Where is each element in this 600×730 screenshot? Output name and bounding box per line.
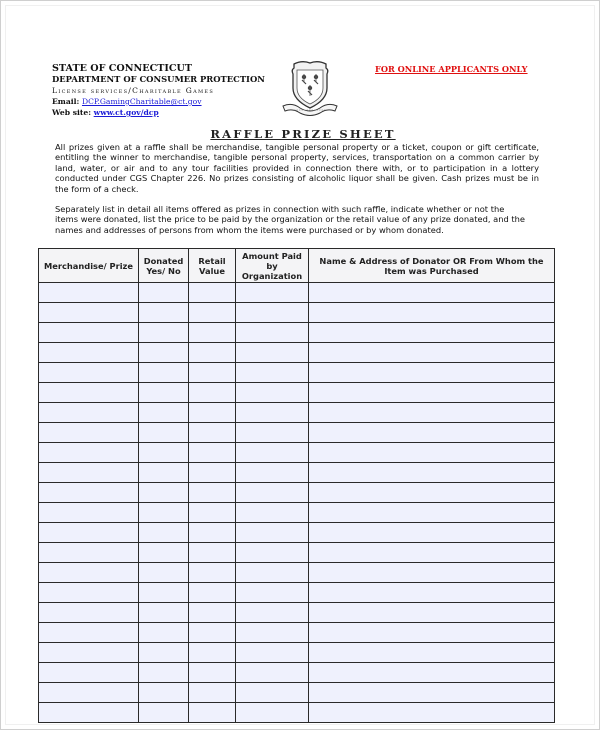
retail-value-cell <box>189 403 236 423</box>
donated-cell <box>139 583 189 603</box>
merchandise-cell <box>39 683 139 703</box>
donator-address-input[interactable] <box>309 685 554 704</box>
merchandise-input[interactable] <box>39 385 138 404</box>
donated-cell <box>139 403 189 423</box>
merchandise-input[interactable] <box>39 705 138 724</box>
donator-address-input[interactable] <box>309 365 554 384</box>
merchandise-input[interactable] <box>39 485 138 504</box>
donator-address-input[interactable] <box>309 565 554 584</box>
amount-paid-cell <box>236 323 309 343</box>
retail-value-input[interactable] <box>189 445 235 464</box>
retail-value-cell <box>189 463 236 483</box>
donator-address-cell <box>309 323 555 343</box>
merchandise-cell <box>39 543 139 563</box>
merchandise-cell <box>39 363 139 383</box>
amount-paid-input[interactable] <box>236 665 308 684</box>
donated-cell <box>139 323 189 343</box>
donator-address-input[interactable] <box>309 625 554 644</box>
amount-paid-input[interactable] <box>236 485 308 504</box>
retail-value-cell <box>189 363 236 383</box>
merchandise-input[interactable] <box>39 405 138 424</box>
donator-address-cell <box>309 703 555 723</box>
donated-input[interactable] <box>139 665 188 684</box>
column-header-merchandise: Merchandise/ Prize <box>39 249 139 283</box>
retail-value-input[interactable] <box>189 305 235 324</box>
retail-value-cell <box>189 603 236 623</box>
table-row <box>39 383 555 403</box>
donator-address-input[interactable] <box>309 645 554 664</box>
merchandise-cell <box>39 343 139 363</box>
merchandise-input[interactable] <box>39 505 138 524</box>
donator-address-input[interactable] <box>309 485 554 504</box>
amount-paid-cell <box>236 443 309 463</box>
donator-address-cell <box>309 683 555 703</box>
donator-address-input[interactable] <box>309 505 554 524</box>
table-row <box>39 283 555 303</box>
donated-input[interactable] <box>139 545 188 564</box>
merchandise-input[interactable] <box>39 625 138 644</box>
table-row <box>39 583 555 603</box>
donator-address-input[interactable] <box>309 585 554 604</box>
donated-cell <box>139 443 189 463</box>
donator-address-cell <box>309 483 555 503</box>
donated-cell <box>139 423 189 443</box>
table-row <box>39 683 555 703</box>
donated-cell <box>139 683 189 703</box>
merchandise-input[interactable] <box>39 605 138 624</box>
merchandise-input[interactable] <box>39 325 138 344</box>
table-row <box>39 343 555 363</box>
amount-paid-input[interactable] <box>236 605 308 624</box>
merchandise-input[interactable] <box>39 565 138 584</box>
donated-input[interactable] <box>139 285 188 304</box>
donator-address-cell <box>309 463 555 483</box>
amount-paid-input[interactable] <box>236 685 308 704</box>
retail-value-input[interactable] <box>189 325 235 344</box>
connecticut-seal-icon <box>280 58 340 118</box>
merchandise-cell <box>39 403 139 423</box>
donator-address-input[interactable] <box>309 665 554 684</box>
donator-address-input[interactable] <box>309 325 554 344</box>
table-row <box>39 463 555 483</box>
donated-input[interactable] <box>139 565 188 584</box>
retail-value-cell <box>189 683 236 703</box>
donator-address-cell <box>309 543 555 563</box>
donated-cell <box>139 563 189 583</box>
retail-value-cell <box>189 343 236 363</box>
donated-cell <box>139 303 189 323</box>
retail-value-input[interactable] <box>189 505 235 524</box>
table-row <box>39 443 555 463</box>
merchandise-cell <box>39 463 139 483</box>
table-row <box>39 363 555 383</box>
donator-address-cell <box>309 503 555 523</box>
retail-value-input[interactable] <box>189 645 235 664</box>
title-text: RAFFLE PRIZE SHEET <box>210 127 396 141</box>
donator-address-input[interactable] <box>309 605 554 624</box>
agency-header <box>52 63 265 118</box>
donated-cell <box>139 463 189 483</box>
amount-paid-cell <box>236 283 309 303</box>
retail-value-cell <box>189 663 236 683</box>
merchandise-input[interactable] <box>39 285 138 304</box>
merchandise-input[interactable] <box>39 305 138 324</box>
retail-value-input[interactable] <box>189 365 235 384</box>
merchandise-cell <box>39 663 139 683</box>
retail-value-input[interactable] <box>189 585 235 604</box>
merchandise-cell <box>39 483 139 503</box>
retail-value-cell <box>189 383 236 403</box>
amount-paid-cell <box>236 603 309 623</box>
donated-input[interactable] <box>139 325 188 344</box>
website-label: Web site: <box>52 108 91 117</box>
retail-value-cell <box>189 503 236 523</box>
donator-address-input[interactable] <box>309 405 554 424</box>
donated-input[interactable] <box>139 465 188 484</box>
retail-value-cell <box>189 423 236 443</box>
donated-input[interactable] <box>139 645 188 664</box>
donated-input[interactable] <box>139 425 188 444</box>
merchandise-cell <box>39 503 139 523</box>
donator-address-cell <box>309 603 555 623</box>
amount-paid-cell <box>236 623 309 643</box>
merchandise-cell <box>39 303 139 323</box>
amount-paid-cell <box>236 563 309 583</box>
column-header-amount-paid: Amount Paid by Organization <box>236 249 309 283</box>
prize-table-header <box>39 249 555 283</box>
donator-address-cell <box>309 563 555 583</box>
donated-cell <box>139 623 189 643</box>
retail-value-input[interactable] <box>189 705 235 724</box>
department-name: DEPARTMENT OF CONSUMER PROTECTION <box>52 74 265 84</box>
amount-paid-cell <box>236 523 309 543</box>
donated-input[interactable] <box>139 345 188 364</box>
amount-paid-input[interactable] <box>236 505 308 524</box>
merchandise-input[interactable] <box>39 665 138 684</box>
retail-value-cell <box>189 543 236 563</box>
donator-address-cell <box>309 623 555 643</box>
amount-paid-input[interactable] <box>236 565 308 584</box>
merchandise-cell <box>39 443 139 463</box>
amount-paid-input[interactable] <box>236 285 308 304</box>
retail-value-input[interactable] <box>189 605 235 624</box>
donated-input[interactable] <box>139 585 188 604</box>
donated-cell <box>139 663 189 683</box>
website-row <box>52 107 265 118</box>
email-link[interactable]: DCP.GamingCharitable@ct.gov <box>81 97 202 106</box>
donated-input[interactable] <box>139 305 188 324</box>
donator-address-cell <box>309 523 555 543</box>
table-row <box>39 703 555 723</box>
table-row <box>39 663 555 683</box>
merchandise-input[interactable] <box>39 545 138 564</box>
retail-value-input[interactable] <box>189 545 235 564</box>
donator-address-input[interactable] <box>309 425 554 444</box>
website-link[interactable]: www.ct.gov/dcp <box>93 108 159 117</box>
donated-cell <box>139 523 189 543</box>
table-row <box>39 623 555 643</box>
table-row <box>39 503 555 523</box>
table-row <box>39 523 555 543</box>
amount-paid-input[interactable] <box>236 345 308 364</box>
retail-value-cell <box>189 623 236 643</box>
amount-paid-input[interactable] <box>236 465 308 484</box>
donator-address-cell <box>309 363 555 383</box>
retail-value-input[interactable] <box>189 405 235 424</box>
email-row <box>52 96 265 107</box>
retail-value-input[interactable] <box>189 285 235 304</box>
donator-address-cell <box>309 283 555 303</box>
table-row <box>39 643 555 663</box>
donated-input[interactable] <box>139 525 188 544</box>
donated-input[interactable] <box>139 365 188 384</box>
amount-paid-input[interactable] <box>236 305 308 324</box>
donated-cell <box>139 483 189 503</box>
amount-paid-input[interactable] <box>236 385 308 404</box>
amount-paid-input[interactable] <box>236 525 308 544</box>
amount-paid-cell <box>236 423 309 443</box>
donated-input[interactable] <box>139 405 188 424</box>
retail-value-cell <box>189 583 236 603</box>
table-row <box>39 483 555 503</box>
amount-paid-input[interactable] <box>236 625 308 644</box>
merchandise-cell <box>39 643 139 663</box>
donated-input[interactable] <box>139 685 188 704</box>
division-name: License services/Charitable Games <box>52 86 215 95</box>
merchandise-cell <box>39 623 139 643</box>
retail-value-input[interactable] <box>189 565 235 584</box>
donated-input[interactable] <box>139 505 188 524</box>
amount-paid-cell <box>236 683 309 703</box>
donated-input[interactable] <box>139 705 188 724</box>
retail-value-input[interactable] <box>189 385 235 404</box>
amount-paid-cell <box>236 543 309 563</box>
donated-input[interactable] <box>139 605 188 624</box>
online-applicants-notice: FOR ONLINE APPLICANTS ONLY <box>375 64 528 74</box>
merchandise-input[interactable] <box>39 685 138 704</box>
amount-paid-cell <box>236 643 309 663</box>
retail-value-cell <box>189 443 236 463</box>
merchandise-cell <box>39 563 139 583</box>
donated-input[interactable] <box>139 485 188 504</box>
column-header-donator-address: Name & Address of Donator OR From Whom the Item was Purchased <box>309 249 555 283</box>
donated-cell <box>139 363 189 383</box>
retail-value-input[interactable] <box>189 685 235 704</box>
donated-input[interactable] <box>139 625 188 644</box>
column-header-retail-value: Retail Value <box>189 249 236 283</box>
amount-paid-input[interactable] <box>236 425 308 444</box>
amount-paid-input[interactable] <box>236 445 308 464</box>
donator-address-input[interactable] <box>309 705 554 724</box>
merchandise-cell <box>39 603 139 623</box>
amount-paid-cell <box>236 503 309 523</box>
prize-rules-paragraph: All prizes given at a raffle shall be merchandise, tangible personal property or a ticket, coupon or gift certificate, entitling the winner to merchandise, tangible personal property, services, transportation on a common carrier by land, water, or air and to any tour facilities provided in connection there with, or to participation in a lottery conducted under CGS Chapter 226. No prizes consisting of alcoholic liquor shall be given. Cash prizes must be in the form of a check. <box>55 142 539 194</box>
donated-cell <box>139 703 189 723</box>
amount-paid-cell <box>236 303 309 323</box>
donator-address-input[interactable] <box>309 305 554 324</box>
merchandise-input[interactable] <box>39 425 138 444</box>
table-row <box>39 303 555 323</box>
merchandise-cell <box>39 703 139 723</box>
retail-value-cell <box>189 563 236 583</box>
merchandise-cell <box>39 323 139 343</box>
listing-instructions-paragraph: Separately list in detail all items offered as prizes in connection with such raffle, indicate whether or not the items were donated, list the price to be paid by the organization or the retail value of any prize donated, and the names and addresses of persons from whom the items were purchased or by whom donated. <box>55 204 525 235</box>
amount-paid-input[interactable] <box>236 705 308 724</box>
merchandise-input[interactable] <box>39 365 138 384</box>
retail-value-cell <box>189 643 236 663</box>
donated-input[interactable] <box>139 385 188 404</box>
document-title <box>0 127 600 141</box>
donated-cell <box>139 343 189 363</box>
amount-paid-cell <box>236 343 309 363</box>
retail-value-input[interactable] <box>189 625 235 644</box>
amount-paid-cell <box>236 383 309 403</box>
donator-address-cell <box>309 423 555 443</box>
donator-address-cell <box>309 303 555 323</box>
amount-paid-cell <box>236 403 309 423</box>
table-row <box>39 323 555 343</box>
donator-address-cell <box>309 383 555 403</box>
donator-address-input[interactable] <box>309 285 554 304</box>
donated-cell <box>139 383 189 403</box>
table-row <box>39 563 555 583</box>
amount-paid-input[interactable] <box>236 545 308 564</box>
donator-address-input[interactable] <box>309 465 554 484</box>
donator-address-cell <box>309 663 555 683</box>
donator-address-cell <box>309 583 555 603</box>
retail-value-input[interactable] <box>189 485 235 504</box>
donated-cell <box>139 503 189 523</box>
table-row <box>39 603 555 623</box>
merchandise-input[interactable] <box>39 525 138 544</box>
donator-address-cell <box>309 643 555 663</box>
amount-paid-input[interactable] <box>236 365 308 384</box>
table-row <box>39 403 555 423</box>
table-row <box>39 543 555 563</box>
amount-paid-input[interactable] <box>236 585 308 604</box>
amount-paid-cell <box>236 463 309 483</box>
merchandise-input[interactable] <box>39 465 138 484</box>
donator-address-cell <box>309 443 555 463</box>
amount-paid-cell <box>236 363 309 383</box>
retail-value-cell <box>189 323 236 343</box>
retail-value-cell <box>189 703 236 723</box>
amount-paid-input[interactable] <box>236 325 308 344</box>
merchandise-input[interactable] <box>39 445 138 464</box>
amount-paid-cell <box>236 583 309 603</box>
merchandise-input[interactable] <box>39 345 138 364</box>
retail-value-input[interactable] <box>189 345 235 364</box>
retail-value-input[interactable] <box>189 425 235 444</box>
donated-input[interactable] <box>139 445 188 464</box>
donated-cell <box>139 543 189 563</box>
merchandise-cell <box>39 583 139 603</box>
merchandise-cell <box>39 523 139 543</box>
amount-paid-cell <box>236 663 309 683</box>
prize-table <box>38 248 555 723</box>
amount-paid-cell <box>236 703 309 723</box>
amount-paid-cell <box>236 483 309 503</box>
donator-address-cell <box>309 403 555 423</box>
state-name: STATE OF CONNECTICUT <box>52 63 193 74</box>
prize-table-body <box>39 283 555 723</box>
retail-value-input[interactable] <box>189 525 235 544</box>
retail-value-cell <box>189 283 236 303</box>
retail-value-input[interactable] <box>189 665 235 684</box>
merchandise-input[interactable] <box>39 645 138 664</box>
donator-address-cell <box>309 343 555 363</box>
retail-value-cell <box>189 523 236 543</box>
donated-cell <box>139 603 189 623</box>
donator-address-input[interactable] <box>309 525 554 544</box>
donator-address-input[interactable] <box>309 345 554 364</box>
retail-value-cell <box>189 303 236 323</box>
donator-address-input[interactable] <box>309 385 554 404</box>
donator-address-input[interactable] <box>309 545 554 564</box>
amount-paid-input[interactable] <box>236 405 308 424</box>
donated-cell <box>139 643 189 663</box>
email-label: Email: <box>52 97 80 106</box>
donated-cell <box>139 283 189 303</box>
amount-paid-input[interactable] <box>236 645 308 664</box>
merchandise-cell <box>39 283 139 303</box>
retail-value-cell <box>189 483 236 503</box>
merchandise-input[interactable] <box>39 585 138 604</box>
merchandise-cell <box>39 423 139 443</box>
donator-address-input[interactable] <box>309 445 554 464</box>
column-header-donated: Donated Yes/ No <box>139 249 189 283</box>
merchandise-cell <box>39 383 139 403</box>
table-row <box>39 423 555 443</box>
retail-value-input[interactable] <box>189 465 235 484</box>
